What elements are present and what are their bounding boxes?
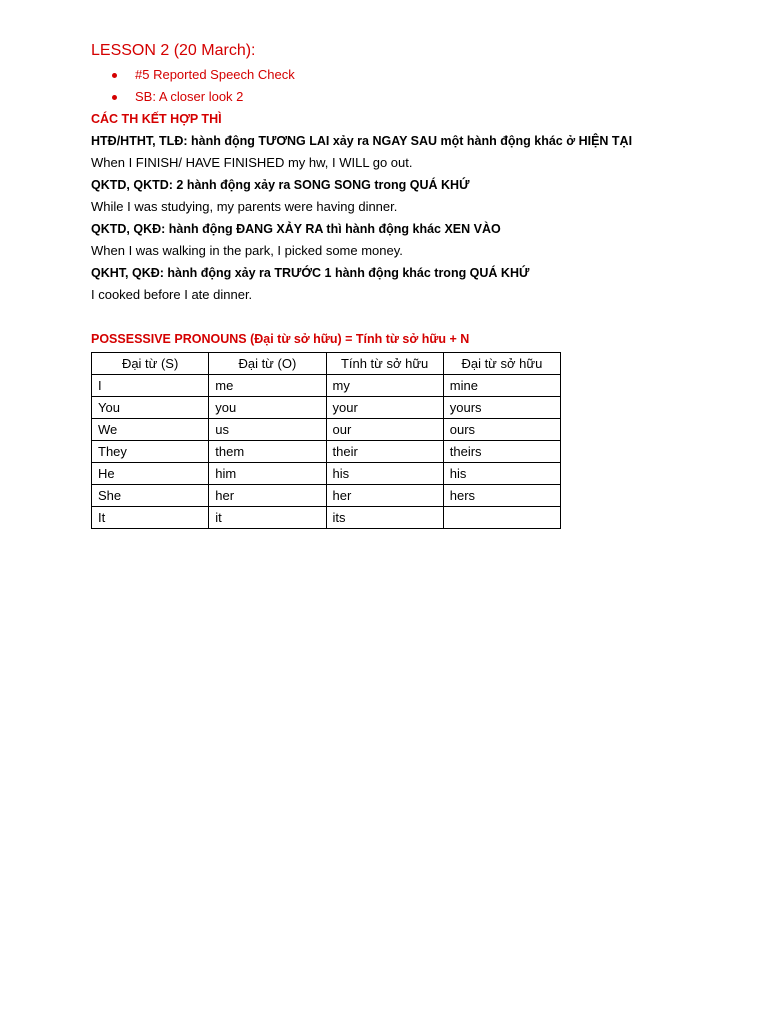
document-content [91, 40, 751, 529]
table-cell: me [209, 375, 326, 397]
column-header: Đại từ (S) [92, 353, 209, 375]
table-cell: them [209, 441, 326, 463]
table-cell: him [209, 463, 326, 485]
table-cell: yours [443, 397, 560, 419]
table-row [92, 463, 561, 485]
column-header: Đại từ sở hữu [443, 353, 560, 375]
table-cell: It [92, 507, 209, 529]
bullet-list [91, 64, 751, 108]
bullet-dot-icon [112, 73, 117, 78]
tense-rule: HTĐ/HTHT, TLĐ: hành động TƯƠNG LAI xảy ra NGAY SAU một hành động khác ở HIỆN TẠI [91, 134, 633, 148]
lesson-title: LESSON 2 (20 March): [91, 42, 256, 59]
table-row [92, 507, 561, 529]
tense-rule: QKTD, QKĐ: hành động ĐANG XẢY RA thì hành động khác XEN VÀO [91, 222, 501, 236]
table-cell: They [92, 441, 209, 463]
table-cell: theirs [443, 441, 560, 463]
table-cell: your [326, 397, 443, 419]
table-cell: his [443, 463, 560, 485]
table-cell: hers [443, 485, 560, 507]
table-row [92, 419, 561, 441]
table-cell: his [326, 463, 443, 485]
table-cell: our [326, 419, 443, 441]
table-cell: her [209, 485, 326, 507]
table-row [92, 441, 561, 463]
section-heading-tense-combinations: CÁC TH KẾT HỢP THÌ [91, 112, 222, 126]
table-cell: her [326, 485, 443, 507]
table-cell: We [92, 419, 209, 441]
tense-rule: QKHT, QKĐ: hành động xảy ra TRƯỚC 1 hành động khác trong QUÁ KHỨ [91, 266, 530, 280]
table-cell: its [326, 507, 443, 529]
bullet-item [91, 86, 751, 108]
tense-rule: QKTD, QKTD: 2 hành động xảy ra SONG SONG trong QUÁ KHỨ [91, 178, 470, 192]
table-row [92, 375, 561, 397]
table-cell: us [209, 419, 326, 441]
bullet-text: #5 Reported Speech Check [135, 67, 295, 82]
table-cell: my [326, 375, 443, 397]
tense-example: I cooked before I ate dinner. [91, 287, 253, 302]
table-header-row [92, 353, 561, 375]
bullet-dot-icon [112, 95, 117, 100]
table-cell [443, 507, 560, 529]
table-cell: I [92, 375, 209, 397]
tense-example: When I FINISH/ HAVE FINISHED my hw, I WILL go out. [91, 155, 413, 170]
tense-example: When I was walking in the park, I picked some money. [91, 243, 403, 258]
column-header: Đại từ (O) [209, 353, 326, 375]
tense-example: While I was studying, my parents were having dinner. [91, 199, 398, 214]
table-cell: ours [443, 419, 560, 441]
section-heading-possessive-pronouns: POSSESSIVE PRONOUNS (Đại từ sở hữu) = Tính từ sở hữu + N [91, 332, 470, 346]
column-header: Tính từ sở hữu [326, 353, 443, 375]
possessive-pronouns-table [91, 352, 561, 529]
table-cell: their [326, 441, 443, 463]
table-cell: She [92, 485, 209, 507]
blank-line [91, 306, 751, 328]
table-row [92, 485, 561, 507]
table-cell: mine [443, 375, 560, 397]
bullet-text: SB: A closer look 2 [135, 89, 244, 104]
table-row [92, 397, 561, 419]
table-cell: you [209, 397, 326, 419]
bullet-item [91, 64, 751, 86]
table-cell: it [209, 507, 326, 529]
table-cell: You [92, 397, 209, 419]
table-cell: He [92, 463, 209, 485]
